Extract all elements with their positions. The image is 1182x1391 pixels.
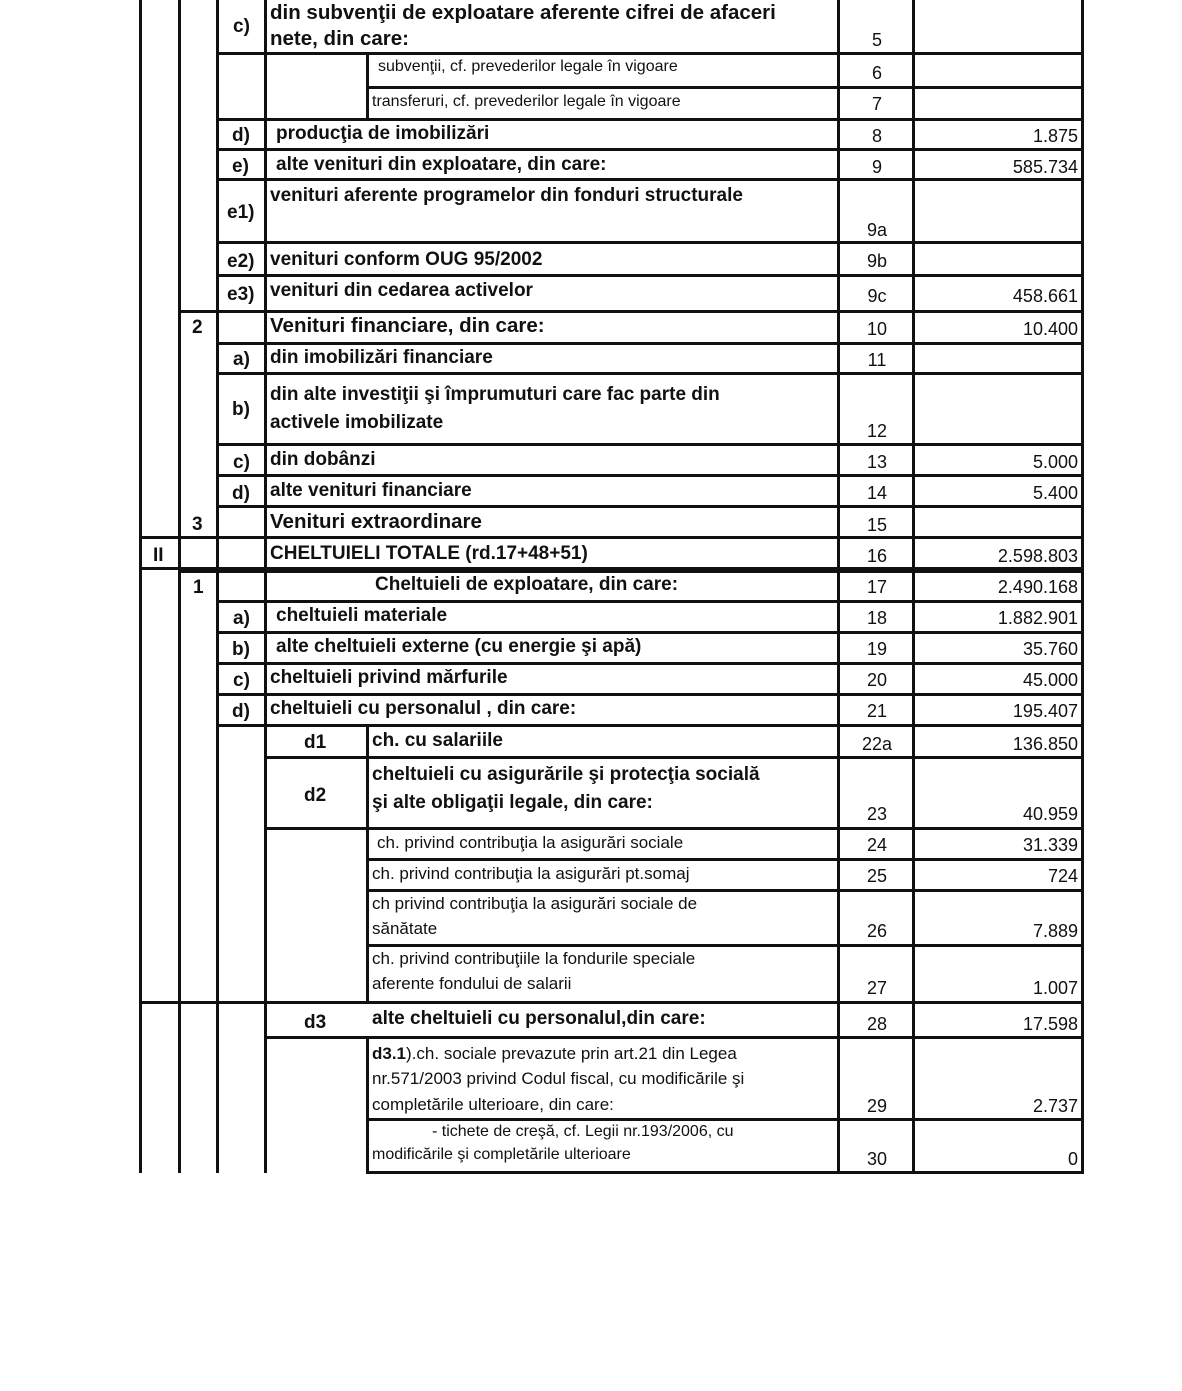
row-value: 1.875 xyxy=(1032,126,1078,146)
row-text: Cheltuieli de exploatare, din care: xyxy=(375,574,679,595)
grid-line xyxy=(366,1036,369,1173)
row-text: venituri din cedarea activelor xyxy=(270,280,533,301)
grid-line xyxy=(178,310,1084,313)
row-value: 2.737 xyxy=(1032,1096,1078,1116)
grid-line xyxy=(912,0,915,1173)
row-text: ).ch. sociale prevazute prin art.21 din Legea xyxy=(406,1044,737,1063)
row-number: 19 xyxy=(866,639,888,659)
row-text: şi alte obligaţii legale, din care: xyxy=(372,792,653,813)
row-number: 5 xyxy=(871,30,882,50)
grid-line xyxy=(139,1001,1084,1004)
label-d2: d2 xyxy=(304,785,327,806)
row-text: ch. privind contribuţiile la fondurile speciale xyxy=(372,949,696,968)
row-text: - tichete de creşă, cf. Legii nr.193/2006, cu xyxy=(432,1123,734,1140)
row-number: 23 xyxy=(866,804,888,824)
label-d1: d1 xyxy=(304,732,327,753)
row-number: 12 xyxy=(866,421,888,441)
row-number: 13 xyxy=(866,452,888,472)
row-text: ch. privind contribuţia la asigurări pt.somaj xyxy=(372,864,690,883)
row-value: 40.959 xyxy=(1022,804,1078,824)
row-value: 136.850 xyxy=(1012,734,1078,754)
grid-line xyxy=(216,474,1084,477)
label-e2: e2) xyxy=(227,251,255,272)
grid-line xyxy=(216,662,1084,665)
grid-line xyxy=(216,693,1084,696)
row-value: 0 xyxy=(1067,1149,1078,1169)
row-value: 31.339 xyxy=(1022,835,1078,855)
row-text: modificările şi completările ulterioare xyxy=(372,1146,631,1163)
label-2: 2 xyxy=(192,317,203,338)
row-text: Venituri extraordinare xyxy=(270,510,482,533)
row-number: 8 xyxy=(871,126,882,146)
grid-line xyxy=(178,570,1084,573)
row-text: cheltuieli cu asigurările şi protecţia socială xyxy=(372,764,760,785)
row-text: alte venituri din exploatare, din care: xyxy=(276,154,607,175)
row-value: 5.000 xyxy=(1032,452,1078,472)
row-value: 195.407 xyxy=(1012,701,1078,721)
row-text: subvenţii, cf. prevederilor legale în vigoare xyxy=(378,58,678,75)
row-number: 9c xyxy=(867,286,887,306)
row-number: 28 xyxy=(866,1014,888,1034)
row-number: 9a xyxy=(866,220,888,240)
grid-line xyxy=(366,1118,1084,1121)
row-number: 7 xyxy=(871,94,882,114)
grid-line xyxy=(366,889,1084,892)
grid-line xyxy=(216,241,1084,244)
label-d3-1: d3.1 xyxy=(372,1044,407,1063)
grid-line xyxy=(178,0,181,1173)
row-number: 25 xyxy=(866,866,888,886)
grid-line xyxy=(216,0,219,1173)
label-d-2: d) xyxy=(232,483,250,504)
row-number: 14 xyxy=(866,483,888,503)
grid-line xyxy=(264,0,267,1173)
label-c-3: c) xyxy=(233,670,250,691)
row-value: 585.734 xyxy=(1012,157,1078,177)
row-number: 18 xyxy=(866,608,888,628)
grid-line xyxy=(216,505,1084,508)
label-b-3: b) xyxy=(232,639,250,660)
grid-line xyxy=(366,86,1084,89)
grid-line xyxy=(366,944,1084,947)
row-number: 26 xyxy=(866,921,888,941)
row-text: sănătate xyxy=(372,919,438,938)
row-text: aferente fondului de salarii xyxy=(372,974,572,993)
row-value: 724 xyxy=(1047,866,1078,886)
grid-line xyxy=(264,756,1084,759)
row-text: alte cheltuieli externe (cu energie şi apă) xyxy=(276,636,642,657)
row-value: 1.007 xyxy=(1032,978,1078,998)
row-text: alte cheltuieli cu personalul,din care: xyxy=(372,1008,706,1029)
row-text: cheltuieli cu personalul , din care: xyxy=(270,698,577,719)
label-c: c) xyxy=(233,16,250,37)
grid-line xyxy=(216,631,1084,634)
label-1: 1 xyxy=(193,577,204,598)
grid-line xyxy=(366,858,1084,861)
row-number: 21 xyxy=(866,701,888,721)
row-text: venituri aferente programelor din fonduri structurale xyxy=(270,185,743,206)
row-number: 9 xyxy=(871,157,882,177)
row-number: 16 xyxy=(866,546,888,566)
grid-line xyxy=(1081,0,1084,1173)
label-c-2: c) xyxy=(233,452,250,473)
row-text: completările ulterioare, din care: xyxy=(372,1095,614,1114)
grid-line xyxy=(837,0,840,1173)
row-text: alte venituri financiare xyxy=(270,480,472,501)
row-value: 5.400 xyxy=(1032,483,1078,503)
grid-line xyxy=(216,274,1084,277)
row-number: 20 xyxy=(866,670,888,690)
row-text: ch privind contribuţia la asigurări sociale de xyxy=(372,894,698,913)
row-number: 29 xyxy=(866,1096,888,1116)
row-text: producţia de imobilizări xyxy=(276,123,490,144)
grid-line xyxy=(216,724,1084,727)
label-d: d) xyxy=(232,125,250,146)
row-number: 15 xyxy=(866,515,888,535)
grid-line xyxy=(139,536,1084,539)
row-text: transferuri, cf. prevederilor legale în vigoare xyxy=(372,93,681,110)
grid-line xyxy=(216,443,1084,446)
grid-line xyxy=(216,148,1084,151)
row-number: 22a xyxy=(861,734,893,754)
row-text xyxy=(372,1045,737,1062)
grid-line xyxy=(139,0,142,1173)
label-d3: d3 xyxy=(304,1012,327,1033)
grid-line xyxy=(216,342,1084,345)
row-value: 45.000 xyxy=(1022,670,1078,690)
row-value: 2.598.803 xyxy=(997,546,1078,566)
row-number: 24 xyxy=(866,835,888,855)
grid-line xyxy=(366,1171,1084,1174)
row-value: 1.882.901 xyxy=(997,608,1078,628)
row-number: 11 xyxy=(867,350,887,370)
row-text: cheltuieli materiale xyxy=(276,605,448,626)
grid-line xyxy=(264,1036,1084,1039)
row-value: 17.598 xyxy=(1022,1014,1078,1034)
row-value: 35.760 xyxy=(1022,639,1078,659)
row-text: nr.571/2003 privind Codul fiscal, cu modificările şi xyxy=(372,1069,745,1088)
label-3: 3 xyxy=(192,514,203,535)
row-number: 17 xyxy=(866,577,888,597)
label-e1: e1) xyxy=(227,202,255,223)
row-text: venituri conform OUG 95/2002 xyxy=(270,249,543,270)
grid-line xyxy=(216,178,1084,181)
row-text: ch. cu salariile xyxy=(372,730,503,751)
row-text: cheltuieli privind mărfurile xyxy=(270,667,508,688)
grid-line xyxy=(366,726,369,1003)
row-number: 30 xyxy=(866,1149,888,1169)
label-d-3: d) xyxy=(232,701,250,722)
row-text: Venituri financiare, din care: xyxy=(270,314,545,337)
row-value: 458.661 xyxy=(1012,286,1078,306)
row-text: din imobilizări financiare xyxy=(270,347,493,368)
row-text: CHELTUIELI TOTALE (rd.17+48+51) xyxy=(270,543,588,564)
row-number: 10 xyxy=(866,319,888,339)
grid-line xyxy=(216,600,1084,603)
row-number: 9b xyxy=(866,251,888,271)
label-a: a) xyxy=(233,349,250,370)
row-text: din alte investiţii şi împrumuturi care fac parte din xyxy=(270,384,720,405)
label-b: b) xyxy=(232,399,250,420)
row-text: ch. privind contribuţia la asigurări sociale xyxy=(377,833,684,852)
row-value: 2.490.168 xyxy=(997,577,1078,597)
row-number: 27 xyxy=(866,978,888,998)
label-e3: e3) xyxy=(227,284,255,305)
row-text: din subvenţii de exploatare aferente cifrei de afaceri xyxy=(270,1,776,24)
row-value: 10.400 xyxy=(1022,319,1078,339)
label-roman-2: II xyxy=(153,545,164,566)
row-text: nete, din care: xyxy=(270,27,409,50)
grid-line xyxy=(216,52,1084,55)
row-number: 6 xyxy=(871,63,882,83)
grid-line xyxy=(216,372,1084,375)
grid-line xyxy=(366,52,369,118)
grid-line xyxy=(264,827,1084,830)
grid-line xyxy=(216,118,1084,121)
label-e: e) xyxy=(232,156,249,177)
row-text: din dobânzi xyxy=(270,449,376,470)
row-text: activele imobilizate xyxy=(270,412,444,433)
label-a-3: a) xyxy=(233,608,250,629)
row-value: 7.889 xyxy=(1032,921,1078,941)
